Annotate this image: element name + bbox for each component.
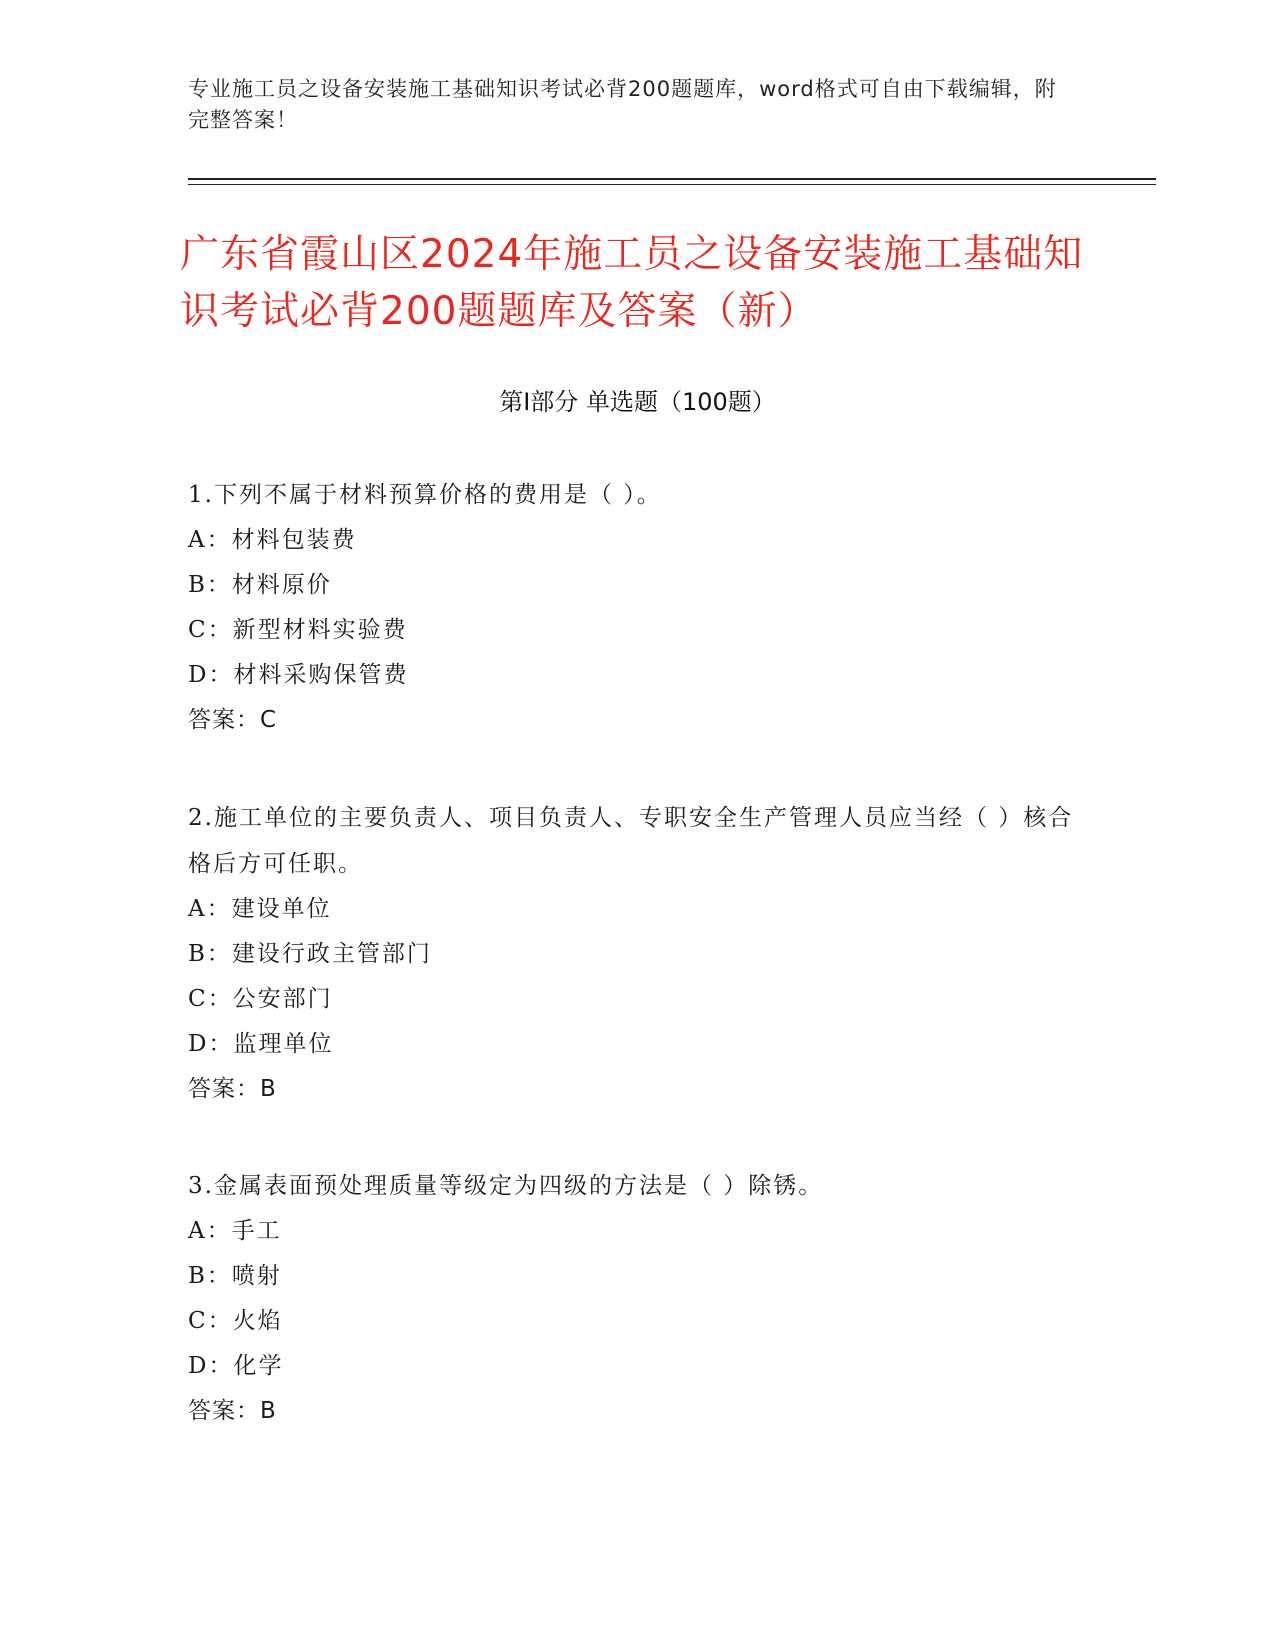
option-c: C：公安部门 (188, 986, 333, 1012)
document-title: 广东省霞山区2024年施工员之设备安装施工基础知识考试必背200题题库及答案（新） (180, 232, 1084, 334)
question-stem: 2.施工单位的主要负责人、项目负责人、专职安全生产管理人员应当经（ ）核合格后方可任职。 (188, 805, 1074, 877)
option-b: B：喷射 (188, 1263, 282, 1289)
question-stem: 3.金属表面预处理质量等级定为四级的方法是（ ）除锈。 (188, 1173, 824, 1199)
question-2 (188, 795, 1088, 1112)
option-d: D：监理单位 (188, 1031, 334, 1057)
option-c: C：火焰 (188, 1308, 283, 1334)
question-1 (188, 472, 1088, 743)
option-a: A：建设单位 (188, 896, 332, 922)
answer: 答案：B (188, 1398, 277, 1424)
header-rule-thin (188, 184, 1156, 185)
option-b: B：材料原价 (188, 572, 332, 598)
answer: 答案：C (188, 707, 278, 733)
header-note: 专业施工员之设备安装施工基础知识考试必背200题题库，word格式可自由下载编辑，附完整答案！ (188, 77, 1057, 132)
header-rule-thick (188, 178, 1156, 180)
question-stem: 1.下列不属于材料预算价格的费用是（ ）。 (188, 482, 662, 508)
option-c: C：新型材料实验费 (188, 617, 408, 643)
option-a: A：手工 (188, 1218, 282, 1244)
question-3 (188, 1163, 1088, 1434)
answer: 答案：B (188, 1076, 277, 1102)
option-d: D：材料采购保管费 (188, 662, 409, 688)
option-b: B：建设行政主管部门 (188, 941, 432, 967)
option-a: A：材料包装费 (188, 527, 357, 553)
section-heading: 第Ⅰ部分 单选题（100题） (499, 388, 776, 416)
option-d: D：化学 (188, 1353, 284, 1379)
